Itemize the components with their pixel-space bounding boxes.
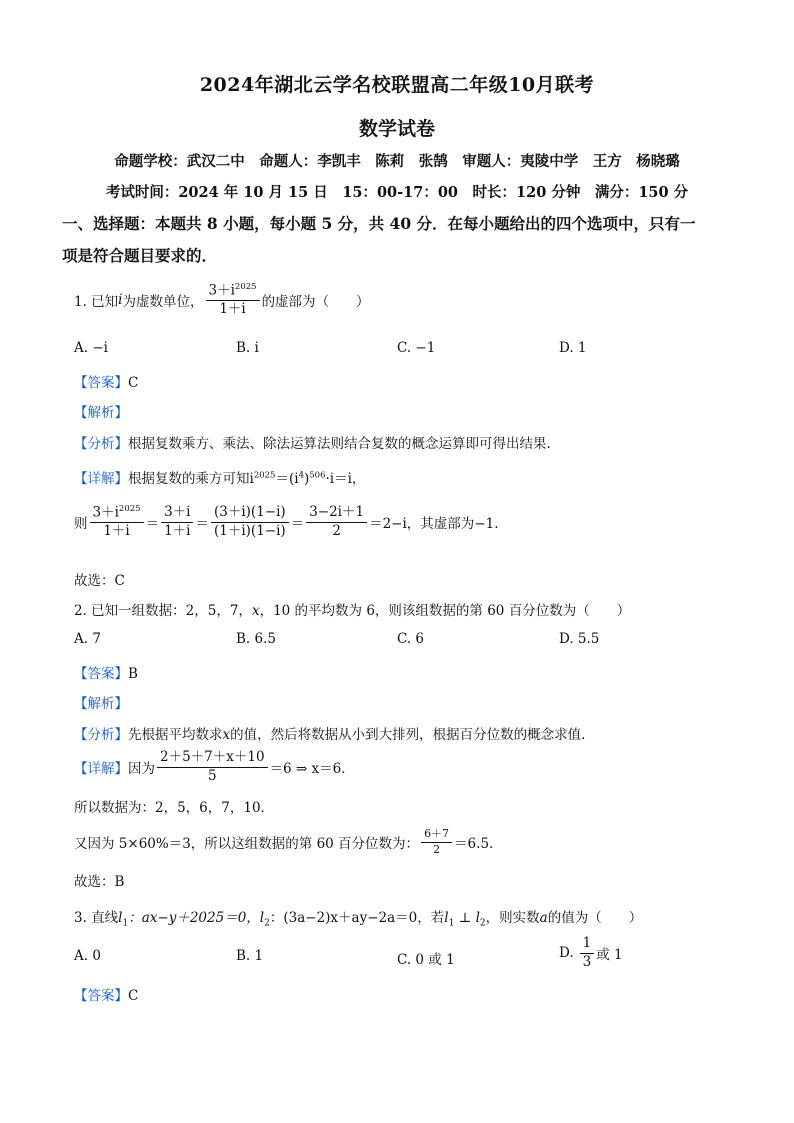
q3-perp-a: l [444,910,449,926]
calc-f4-num: 3−2i＋1 [306,505,367,523]
q1-analysis-tag: 【解析】 [74,405,128,421]
q1-fenxi [74,432,551,452]
calc-f4-den: 2 [332,522,341,539]
detail-b: ＝6 ⇒ x＝6． [269,761,355,778]
q1-frac-exp: 2025 [234,282,257,292]
detail-exp3: 506 [309,470,326,481]
q2-choose: 故选：B [74,874,125,890]
q3-l1-sub: 1 [122,918,129,929]
q1-stem-part-a: 1. 已知 [74,294,119,311]
q2-data-line: 所以数据为：2，5，6，7，10． [74,800,275,816]
fenxi-tag: 【分析】 [74,727,128,743]
calc-f2-den: 1＋i [164,522,191,539]
q2-detail [74,750,355,784]
calc-fraction-2 [161,505,193,539]
detail-text: 根据复数的乘方可知 [128,471,250,487]
q3-eq2: ：(3a−2)x＋ay−2a＝0，若 [269,910,445,926]
q2-answer [74,662,138,682]
q1-stem-part-c: 的虚部为（ ） [261,294,370,311]
q3-perp-a-sub: 1 [448,918,455,929]
exam-authors: 命题学校：武汉二中 命题人：李凯丰 陈莉 张鹄 审题人：夷陵中学 王方 杨晓璐 [114,153,680,170]
q3-stem-b: ，则实数 [485,910,540,926]
detail-a: 因为 [128,761,155,778]
detail-eq4: ·i＝i， [325,471,366,487]
calc-tail: ＝2−i，其虚部为−1. [369,516,499,533]
q3-eq1: ：ax−y＋2025＝0， [128,910,260,926]
q1-frac-num: 3＋i [208,282,235,299]
fenxi-tag: 【分析】 [74,436,128,452]
exam-info: 考试时间：2024 年 10 月 15 日 15：00-17：00 时长：120 分钟 满分：150 分 [105,184,689,201]
q3-l2: l [259,910,265,926]
calc-f3-num: (3＋i)(1−i) [211,505,289,523]
calc-eq-2: ＝ [195,516,209,533]
q3-opt-d-num: 1 [580,936,595,954]
q2-pct-num: 6＋7 [421,828,452,843]
q3-opt-d-tail: 或 1 [596,947,623,964]
q2-pct-fraction [421,828,452,856]
q1-fraction [206,283,260,318]
q2-detail-num: 2＋5＋7＋x＋10 [157,750,268,768]
calc-eq-1: ＝ [145,516,160,533]
q2-stem-a: 2. 已知一组数据：2，5，7， [74,603,252,619]
q3-perp-b-sub: 2 [479,918,486,929]
section-heading-line2: 项是符合题目要求的． [62,246,218,265]
q3-stem [74,906,642,929]
answer-tag: 【答案】 [74,988,128,1004]
q1-answer [74,371,138,391]
q3-a: a [539,910,548,926]
q3-option-b: B. 1 [236,948,264,964]
fenxi-a: 先根据平均数求 [128,727,223,743]
pct-b: ＝6.5． [454,836,503,853]
q3-opt-d-fraction [580,936,595,970]
fenxi-text: 根据复数乘方、乘法、除法运算法则结合复数的概念运算即可得出结果. [128,436,551,452]
q1-stem-part-b: 为虚数单位， [122,294,204,311]
q3-option-d [559,936,623,970]
q1-option-c: C. −1 [397,340,436,356]
calc-f1-exp: 2025 [118,504,141,514]
q1-option-b: B. i [236,340,259,356]
q2-fenxi [74,723,585,743]
section-heading-line1: 一、选择题：本题共 8 小题，每小题 5 分，共 40 分．在每小题给出的四个选项中，只有一 [62,214,696,233]
detail-tag: 【详解】 [74,761,128,778]
q3-perp: ⊥ [454,910,476,926]
q2-analysis-tag: 【解析】 [74,696,128,712]
fenxi-x: x [222,727,231,743]
pct-a: 又因为 5×60%＝3，所以这组数据的第 60 百分位数为： [74,836,420,853]
q3-option-a: A. 0 [74,948,101,964]
answer-value: C [128,375,139,391]
q1-option-d: D. 1 [559,340,587,356]
q2-option-c: C. 6 [397,631,425,647]
calc-f2-num: 3＋i [161,505,193,523]
q2-stem-b: ，10 的平均数为 6，则该组数据的第 60 百分位数为（ ） [259,603,631,619]
q3-opt-d-den: 3 [582,953,592,970]
q3-perp-b: l [475,910,480,926]
q1-frac-den: 1＋i [219,301,246,318]
detail-exp2: 4 [298,470,304,481]
calc-fraction-4 [306,505,367,539]
q1-detail [74,467,365,487]
q2-detail-fraction [157,750,268,784]
q1-stem [74,283,370,318]
q1-choose: 故选：C [74,573,125,589]
exam-title: 2024年湖北云学名校联盟高二年级10月联考 [199,74,595,96]
q3-opt-d-label: D. [559,945,574,962]
q2-option-d: D. 5.5 [559,631,600,647]
q2-stem [74,599,630,619]
calc-f1-den: 1＋i [103,523,130,540]
q2-percentile-line [74,828,503,856]
calc-fraction-1 [90,505,144,540]
exam-subtitle: 数学试卷 [358,118,435,140]
q2-pct-den: 2 [433,842,441,856]
answer-value: C [128,988,139,1004]
calc-fraction-3 [211,505,289,539]
q3-stem-a: 3. 直线 [74,910,119,926]
detail-eq-i: i [249,471,254,487]
q3-stem-c: 的值为（ ） [547,910,643,926]
detail-tag: 【详解】 [74,471,128,487]
detail-eq2: ＝(i [275,471,299,487]
q2-option-a: A. 7 [74,631,101,647]
q2-detail-den: 5 [207,767,217,784]
answer-tag: 【答案】 [74,666,128,682]
calc-f3-den: (1＋i)(1−i) [213,522,286,539]
detail-exp1: 2025 [253,470,276,481]
calc-eq-3: ＝ [290,516,305,533]
q2-x: x [251,603,260,619]
q1-i-symbol: i [118,292,123,309]
q3-option-c: C. 0 或 1 [397,952,455,968]
q1-option-a: A. −i [74,340,108,356]
detail-eq3: ) [303,471,310,487]
calc-prefix: 则 [74,516,88,533]
fenxi-b: 的值，然后将数据从小到大排列，根据百分位数的概念求值. [230,727,586,743]
q3-answer [74,984,138,1004]
answer-tag: 【答案】 [74,375,128,391]
q3-l2-sub: 2 [264,918,270,929]
calc-f1-num: 3＋i [92,504,119,521]
q3-l1: l [118,910,123,926]
q1-calculation [74,505,499,540]
answer-value: B [128,666,138,682]
q2-option-b: B. 6.5 [236,631,276,647]
